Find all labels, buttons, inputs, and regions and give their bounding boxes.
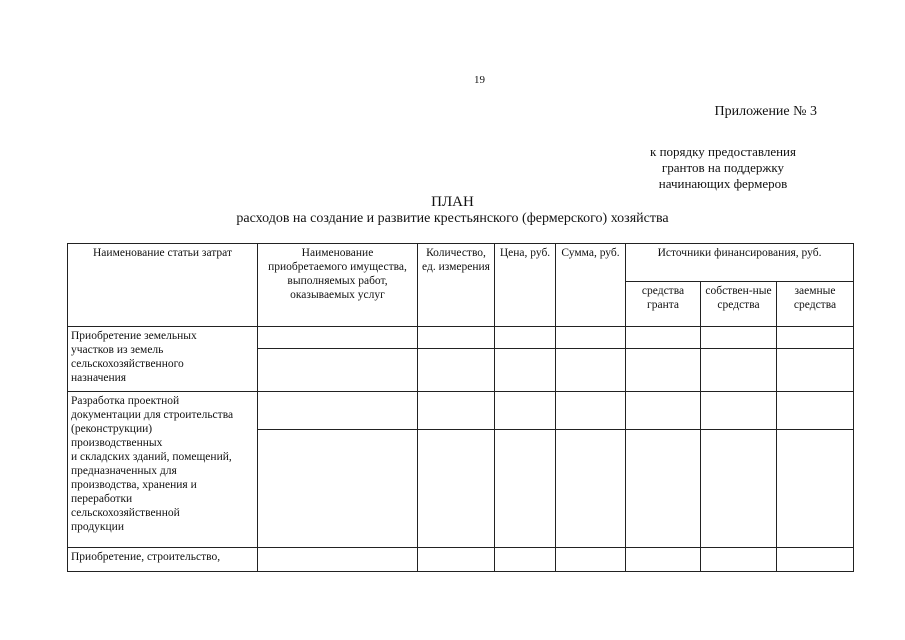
table-cell bbox=[556, 327, 626, 349]
header-own-funds: собствен-ные средства bbox=[701, 282, 777, 327]
table-cell bbox=[418, 548, 495, 572]
table-cell bbox=[258, 349, 418, 392]
table-cell bbox=[701, 392, 777, 430]
header-sources: Источники финансирования, руб. bbox=[626, 244, 854, 282]
table-cell bbox=[701, 548, 777, 572]
order-note-line: к порядку предоставления bbox=[650, 144, 796, 159]
plan-subtitle: расходов на создание и развитие крестьянского (фермерского) хозяйства bbox=[236, 211, 669, 226]
table-cell bbox=[626, 548, 701, 572]
order-note-line: начинающих фермеров bbox=[658, 176, 788, 191]
category-line: сельскохозяйственной bbox=[71, 507, 180, 519]
header-grant: средства гранта bbox=[626, 282, 701, 327]
table-cell bbox=[626, 430, 701, 548]
category-line: и складских зданий, помещений, bbox=[71, 451, 232, 463]
table-cell bbox=[258, 327, 418, 349]
table-cell bbox=[418, 327, 495, 349]
table-cell bbox=[258, 392, 418, 430]
table-cell bbox=[418, 430, 495, 548]
page-number: 19 bbox=[474, 74, 485, 86]
header-loan-funds: заемные средства bbox=[777, 282, 854, 327]
table-cell bbox=[777, 349, 854, 392]
category-line: продукции bbox=[71, 521, 124, 533]
table-cell bbox=[556, 548, 626, 572]
table-row bbox=[68, 548, 854, 572]
header-price: Цена, руб. bbox=[495, 244, 556, 327]
table-cell bbox=[626, 349, 701, 392]
table-cell bbox=[495, 349, 556, 392]
table-cell bbox=[777, 392, 854, 430]
header-sum: Сумма, руб. bbox=[556, 244, 626, 327]
table-cell bbox=[418, 392, 495, 430]
expense-plan-table bbox=[67, 243, 854, 572]
appendix-title: Приложение № 3 bbox=[714, 104, 817, 119]
table-cell bbox=[777, 430, 854, 548]
category-cell bbox=[68, 392, 258, 548]
category-line: участков из земель bbox=[71, 344, 164, 356]
table-cell bbox=[626, 392, 701, 430]
table-cell bbox=[701, 327, 777, 349]
table-cell bbox=[626, 327, 701, 349]
table-cell bbox=[701, 349, 777, 392]
table-cell bbox=[258, 548, 418, 572]
header-property-name: Наименование приобретаемого имущества, выполняемых работ, оказываемых услуг bbox=[258, 244, 418, 327]
table-cell bbox=[495, 327, 556, 349]
table-cell bbox=[495, 430, 556, 548]
category-line: предназначенных для bbox=[71, 465, 177, 477]
header-item-name: Наименование статьи затрат bbox=[68, 244, 258, 327]
category-line: назначения bbox=[71, 372, 127, 384]
category-line: производственных bbox=[71, 437, 163, 449]
category-cell bbox=[68, 327, 258, 392]
table-cell bbox=[495, 548, 556, 572]
header-quantity: Количество, ед. измерения bbox=[418, 244, 495, 327]
plan-title: ПЛАН bbox=[431, 194, 474, 210]
table-row bbox=[68, 392, 854, 430]
category-line: сельскохозяйственного bbox=[71, 358, 184, 370]
category-line: Разработка проектной bbox=[71, 395, 180, 407]
table-cell bbox=[777, 327, 854, 349]
table-cell bbox=[556, 392, 626, 430]
table-cell bbox=[495, 392, 556, 430]
order-note-line: грантов на поддержку bbox=[661, 160, 785, 175]
category-line: документации для строительства bbox=[71, 409, 234, 421]
order-note bbox=[603, 144, 843, 192]
table-row bbox=[68, 327, 854, 349]
category-line: производства, хранения и bbox=[71, 479, 197, 491]
table-cell bbox=[701, 430, 777, 548]
category-cell bbox=[68, 548, 258, 572]
table-cell bbox=[418, 349, 495, 392]
category-line: Приобретение, строительство, bbox=[71, 551, 221, 563]
category-line: переработки bbox=[71, 493, 133, 505]
category-line: (реконструкции) bbox=[71, 423, 153, 435]
table-cell bbox=[777, 548, 854, 572]
category-line: Приобретение земельных bbox=[71, 330, 197, 342]
table-cell bbox=[556, 349, 626, 392]
table-cell bbox=[556, 430, 626, 548]
table-cell bbox=[258, 430, 418, 548]
